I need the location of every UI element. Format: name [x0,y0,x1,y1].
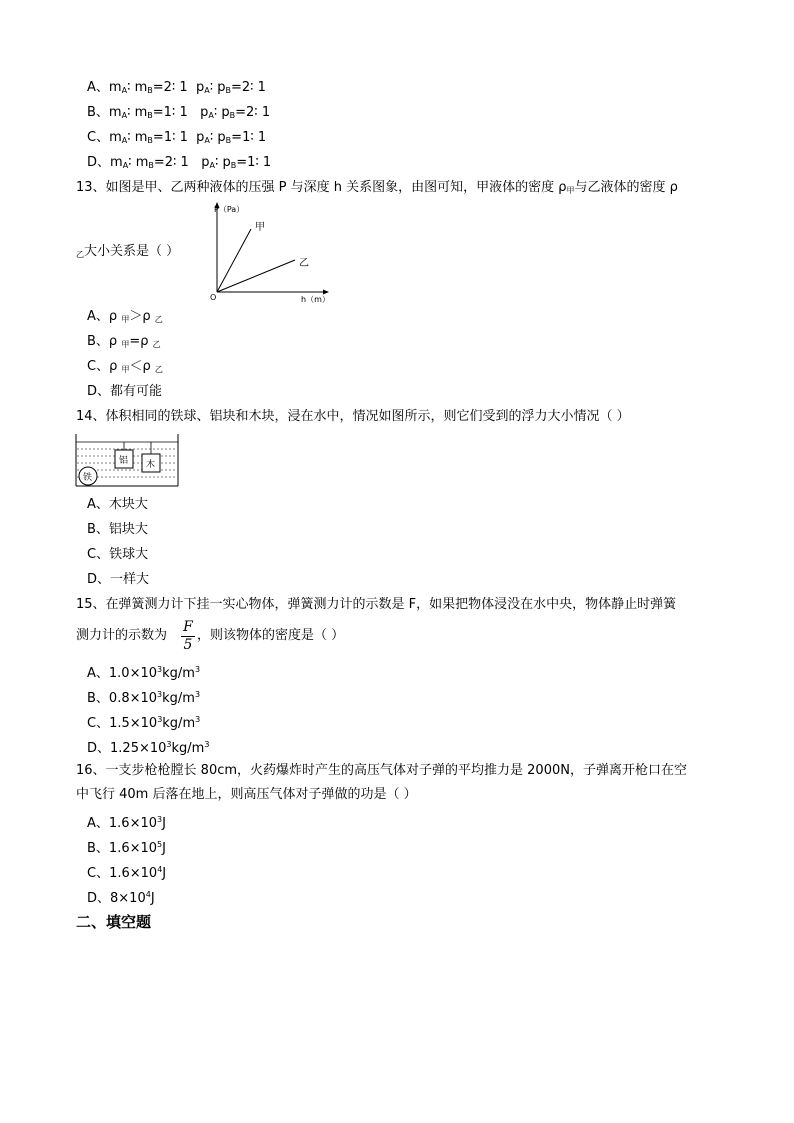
fraction-denominator: 5 [183,637,193,653]
graph-y-label: P（Pa） [214,205,245,214]
aluminum-label: 铝 [119,456,129,466]
graph-origin: O [210,293,217,302]
q15-option-a: A、$1.0\times 10^3kg/m^3$ [87,665,201,681]
q15-stem-line1: 15、在弹簧测力计下挂一实心物体，弹簧测力计的示数是 F，如果把物体浸没在水中央，物体静止时弹簧 [76,597,677,612]
q12-option-a: A、$m_A∶$ $m_B=2∶$ 1 $p_A∶$ $p_B=2∶$ 1 [87,80,266,95]
graph-series-jia: 甲 [255,222,265,233]
q12-option-c: C、$m_A∶$ $m_B=1∶$ 1 $p_A∶$ $p_B=1∶$ 1 [87,130,267,145]
q15-stem-line2b: ，则该物体的密度是（ ） [197,628,345,643]
q12-option-b: B、$m_A∶$ $m_B=1∶$ 1 $p_A∶$ $p_B=2∶$ 1 [87,105,271,120]
q14-water-tank-figure [74,432,184,488]
graph-x-label: h（m） [301,295,330,304]
fraction-numerator: F [183,619,193,635]
wood-label: 木 [146,460,156,470]
section-title-fill-in: 二、填空题 [76,913,152,931]
iron-label: 铁 [83,473,93,483]
q14-option-a: A、木块大 [87,497,148,512]
q15-stem-line2a: 测力计的示数为 [76,628,168,643]
q14-option-c: C、铁球大 [87,547,149,562]
q13-option-a: A、ρ $_甲$＞ρ $_乙$ [87,309,163,324]
q13-option-b: B、ρ $_甲$=ρ $_乙$ [87,334,161,349]
q16-stem-line1: 16、一支步枪枪膛长 80cm，火药爆炸时产生的高压气体对子弹的平均推力是 2000N，子弹离开枪口在空 [76,763,687,778]
q13-option-d: D、都有可能 [87,384,163,399]
q16-stem-line2: 中飞行 40m 后落在地上，则高压气体对子弹做的功是（ ） [76,787,417,802]
q16-option-a: A、$1.6\times 10^3J$ [87,815,166,831]
q12-option-d: D、$m_A∶$ $m_B=2∶$ 1 $p_A∶$ $p_B=1∶$ 1 [87,155,272,170]
q16-option-c: C、$1.6\times 10^4J$ [87,865,167,881]
q14-option-d: D、一样大 [87,572,150,587]
q14-option-b: B、铝块大 [87,522,148,537]
q16-option-d: D、$8\times 10^4J$ [87,890,155,906]
graph-series-yi: 乙 [299,258,309,269]
q15-option-b: B、$0.8\times 10^3kg/m^3$ [87,690,201,706]
q13-stem-line1: 13、如图是甲、乙两种液体的压强 P 与深度 h 关系图象，由图可知，甲液体的密度 $\rho_甲$与乙液体的密度 ρ [76,180,678,195]
q13-pressure-depth-graph [205,198,335,304]
q16-option-b: B、$1.6\times 10^5J$ [87,840,166,856]
q13-option-c: C、ρ $_甲$＜ρ $_乙$ [87,359,163,374]
q15-option-d: D、$1.25\times 10^3kg/m^3$ [87,740,210,756]
q13-stem-line2: $_乙$大小关系是（ ） [76,244,180,259]
q14-stem: 14、体积相同的铁球、铝块和木块，浸在水中，情况如图所示，则它们受到的浮力大小情况（ ） [76,409,630,424]
q15-option-c: C、$1.5\times 10^3kg/m^3$ [87,715,201,731]
